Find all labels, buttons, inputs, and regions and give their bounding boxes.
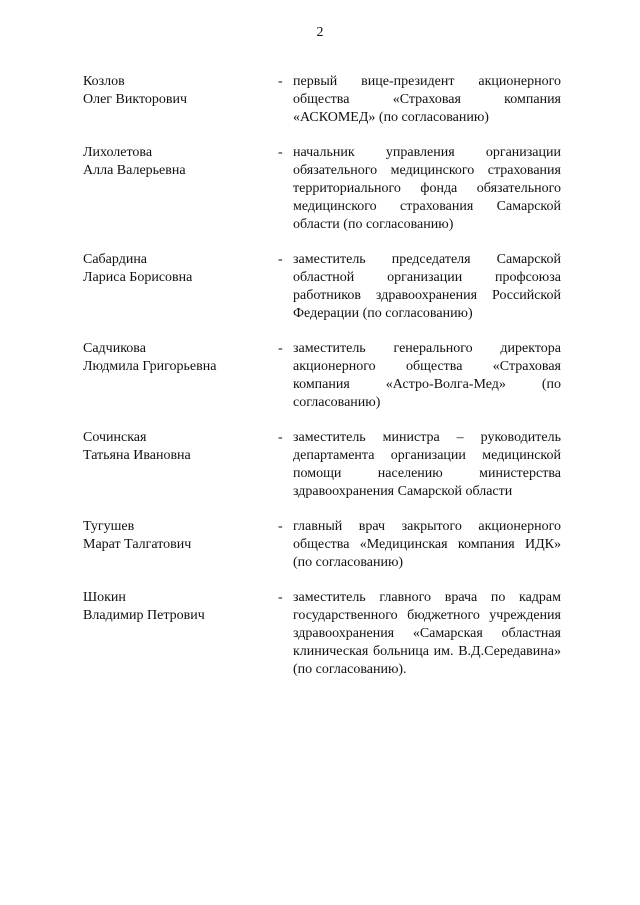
member-name	[83, 518, 278, 572]
dash-separator: -	[278, 252, 283, 267]
member-entry	[83, 340, 561, 412]
member-given-names: Татьяна Ивановна	[83, 448, 191, 463]
page-number: 2	[316, 25, 324, 40]
member-role: заместитель главного врача по кадрам государственного бюджетного учреждения здравоохранения «Самарская областная клиническая больница им. В.Д.Середавина» (по согласованию).	[293, 590, 561, 677]
member-name	[83, 73, 278, 127]
member-entry	[83, 429, 561, 501]
member-name	[83, 251, 278, 323]
member-surname: Тугушев	[83, 519, 135, 534]
member-surname: Шокин	[83, 590, 126, 605]
dash-separator: -	[278, 74, 283, 89]
member-entry	[83, 589, 561, 679]
member-entry	[83, 144, 561, 234]
member-name	[83, 429, 278, 501]
member-role: заместитель генерального директора акционерного общества «Страховая компания «Астро-Волга-Мед» (по согласованию)	[293, 341, 561, 410]
member-surname: Сабардина	[83, 252, 148, 267]
member-surname: Сочинская	[83, 430, 147, 445]
member-given-names: Марат Талгатович	[83, 537, 192, 552]
member-role: первый вице-президент акционерного общества «Страховая компания «АСКОМЕД» (по согласованию)	[293, 74, 561, 125]
member-role: начальник управления организации обязательного медицинского страхования территориального фонда обязательного медицинского страхования Самарской области (по согласованию)	[293, 145, 561, 232]
member-entry	[83, 518, 561, 572]
member-role: заместитель министра – руководитель департамента организации медицинской помощи населению министерства здравоохранения Самарской области	[293, 430, 561, 499]
dash-separator: -	[278, 145, 283, 160]
dash-separator: -	[278, 341, 283, 356]
member-entry	[83, 251, 561, 323]
member-given-names: Олег Викторович	[83, 92, 188, 107]
dash-separator: -	[278, 519, 283, 534]
member-name	[83, 589, 278, 679]
member-name	[83, 340, 278, 412]
member-name	[83, 144, 278, 234]
member-given-names: Владимир Петрович	[83, 608, 205, 623]
member-surname: Садчикова	[83, 341, 146, 356]
member-surname: Козлов	[83, 74, 125, 89]
member-entry	[83, 73, 561, 127]
dash-separator: -	[278, 590, 283, 605]
member-given-names: Алла Валерьевна	[83, 163, 186, 178]
member-role: главный врач закрытого акционерного общества «Медицинская компания ИДК» (по согласованию)	[293, 519, 561, 570]
member-surname: Лихолетова	[83, 145, 153, 160]
member-given-names: Лариса Борисовна	[83, 270, 193, 285]
member-given-names: Людмила Григорьевна	[83, 359, 217, 374]
dash-separator: -	[278, 430, 283, 445]
member-list	[83, 73, 561, 679]
member-role: заместитель председателя Самарской областной организации профсоюза работников здравоохранения Российской Федерации (по согласованию)	[293, 252, 561, 321]
